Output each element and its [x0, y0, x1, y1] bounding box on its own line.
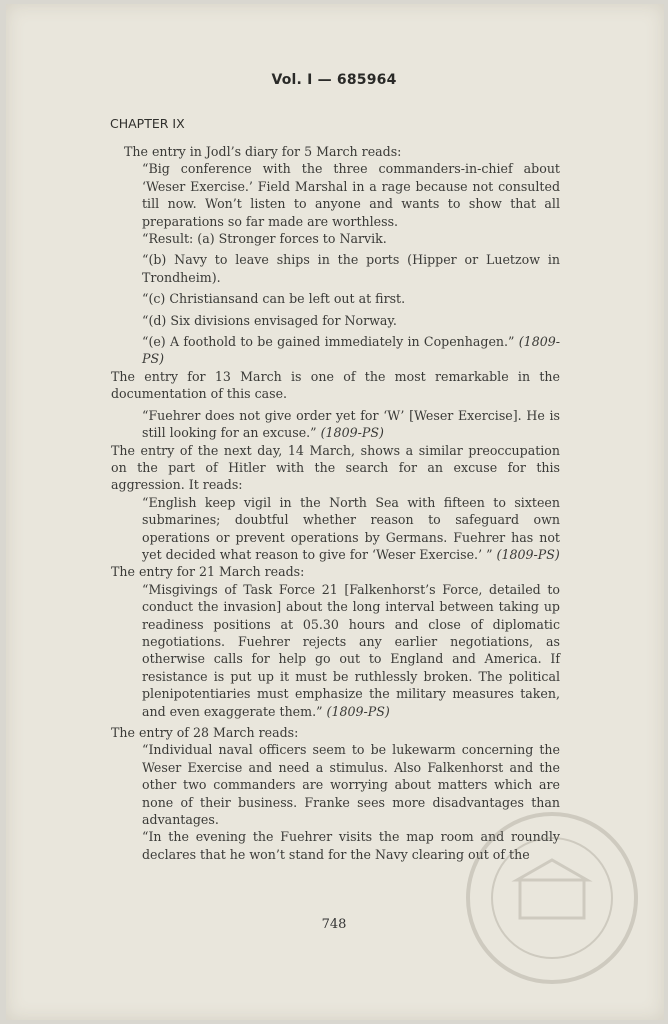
- quote-paragraph: “(d) Six divisions envisaged for Norway.: [142, 312, 397, 328]
- quote-paragraph: “Fuehrer does not give order yet for ‘W’ [Weser Exercise]. He is still looking for an excuse.” (1809-PS): [142, 407, 560, 441]
- university-stamp: [462, 808, 642, 988]
- quote-paragraph: “Result: (a) Stronger forces to Narvik.: [142, 231, 387, 247]
- body-text: [111, 143, 560, 863]
- quote-paragraph: “(e) A foothold to be gained immediately in Copenhagen.” (1809-PS): [142, 334, 560, 367]
- quote-paragraph: “(c) Christiansand can be left out at first.: [142, 291, 406, 307]
- page-header: Vol. I — 685964: [271, 72, 397, 88]
- quote-paragraph: “Individual naval officers seem to be lukewarm concerning the Weser Exercise and need a stimulus. Also Falkenhorst and the other two commanders are worrying about matters which are none of their business. Franke sees more disadvantages than advantages.: [142, 742, 560, 828]
- chapter-heading: CHAPTER IX: [110, 116, 185, 131]
- quote-paragraph: “(b) Navy to leave ships in the ports (Hipper or Luetzow in Trondheim).: [142, 252, 560, 285]
- paragraph: The entry for 21 March reads:: [111, 564, 305, 580]
- building-icon: [520, 880, 584, 918]
- paragraph: The entry for 13 March is one of the most remarkable in the documentation of this case.: [111, 368, 560, 402]
- paragraph: The entry of the next day, 14 March, shows a similar preoccupation on the part of Hitler with the search for an excuse for this aggression. It reads:: [111, 442, 560, 493]
- paragraph: The entry in Jodl’s diary for 5 March reads:: [124, 144, 402, 159]
- citation: (1809-PS): [326, 703, 390, 719]
- citation: (1809-PS): [142, 334, 560, 367]
- quote-paragraph: “Misgivings of Task Force 21 [Falkenhorst’s Force, detailed to conduct the invasion] about the long interval between taking up readiness positions at 05.30 hours and close of diplomatic negotiations. Fuehrer rejects any earlier negotiations, as otherwise calls for help go out to England and America. If resistance is put up it must be ruthlessly broken. The political plenipotentiaries must emphasize the military measures taken, and even exaggerate them.” (1809-PS): [142, 581, 560, 719]
- page-number: 748: [321, 917, 347, 932]
- quote-paragraph: “In the evening the Fuehrer visits the map room and roundly declares that he won’t stand for the Navy clearing out of the: [142, 829, 560, 862]
- citation: (1809-PS): [320, 425, 384, 441]
- quote-paragraph: “Big conference with the three commanders-in-chief about ‘Weser Exercise.’ Field Marshal in a rage because not consulted till now. Won’t listen to anyone and wants to show that all preparations so far made are worthless.: [142, 161, 560, 229]
- citation: (1809-PS): [496, 546, 560, 562]
- quote-paragraph: “English keep vigil in the North Sea with fifteen to sixteen submarines; doubtful whether reason to safeguard own operations or prevent operations by Germans. Fuehrer has not yet decided what reason to give for ‘Weser Exercise.’ ” (1809-PS): [142, 494, 560, 562]
- paragraph: The entry of 28 March reads:: [111, 725, 299, 740]
